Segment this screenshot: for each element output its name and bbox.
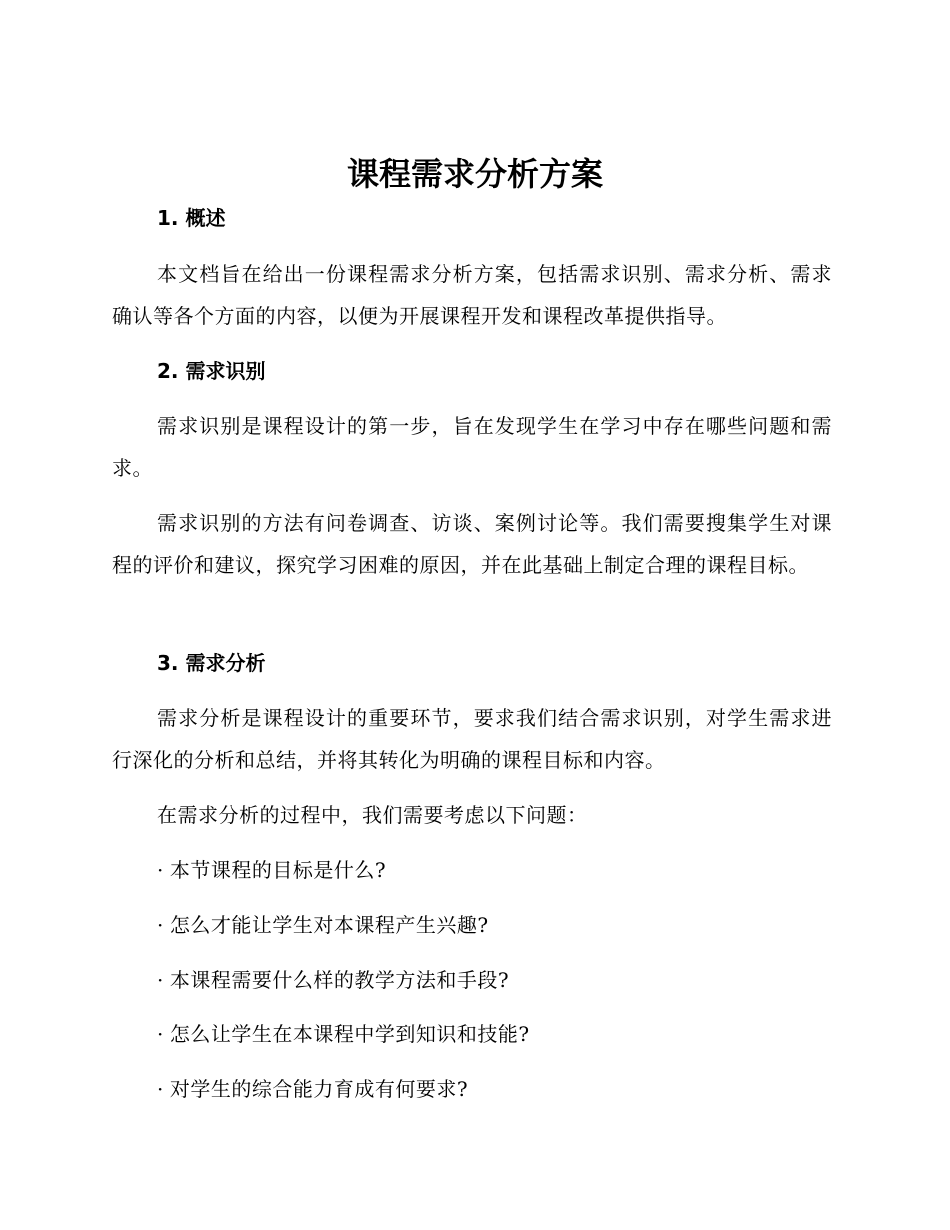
list-item: [157, 965, 509, 995]
paragraph-identification-1: 需求识别是课程设计的第一步，旨在发现学生在学习中存在哪些问题和需求。: [112, 414, 832, 480]
bullet-marker: ·: [157, 858, 164, 882]
paragraph-analysis: 需求分析是课程设计的重要环节，要求我们结合需求识别，对学生需求进行深化的分析和总结，并将其转化为明确的课程目标和内容。: [112, 706, 832, 772]
bullet-marker: ·: [157, 913, 164, 937]
list-item-text: 对学生的综合能力育成有何要求?: [169, 1077, 469, 1101]
paragraph-identification-2: 需求识别的方法有问卷调查、访谈、案例讨论等。我们需要搜集学生对课程的评价和建议，探究学习困难的原因，并在此基础上制定合理的课程目标。: [112, 511, 832, 577]
section-heading-identification: 2. 需求识别: [157, 359, 266, 383]
section-heading-overview: 1. 概述: [157, 206, 226, 230]
list-item: [157, 910, 489, 940]
list-item-text: 怎么让学生在本课程中学到知识和技能?: [169, 1022, 530, 1046]
list-item-text: 怎么才能让学生对本课程产生兴趣?: [169, 913, 489, 937]
section-heading-analysis: 3. 需求分析: [157, 651, 266, 675]
list-item: [157, 1074, 468, 1104]
bullet-marker: ·: [157, 1022, 164, 1046]
document-title: 课程需求分析方案: [346, 155, 603, 193]
bullet-marker: ·: [157, 968, 164, 992]
list-item-text: 本课程需要什么样的教学方法和手段?: [169, 968, 510, 992]
list-item: [157, 1019, 530, 1049]
list-item-text: 本节课程的目标是什么?: [169, 858, 387, 882]
analysis-intro: 在需求分析的过程中，我们需要考虑以下问题：: [157, 803, 588, 827]
list-item: [157, 855, 386, 885]
bullet-marker: ·: [157, 1077, 164, 1101]
paragraph-overview: 本文档旨在给出一份课程需求分析方案，包括需求识别、需求分析、需求确认等各个方面的内容，以便为开展课程开发和课程改革提供指导。: [112, 262, 832, 328]
